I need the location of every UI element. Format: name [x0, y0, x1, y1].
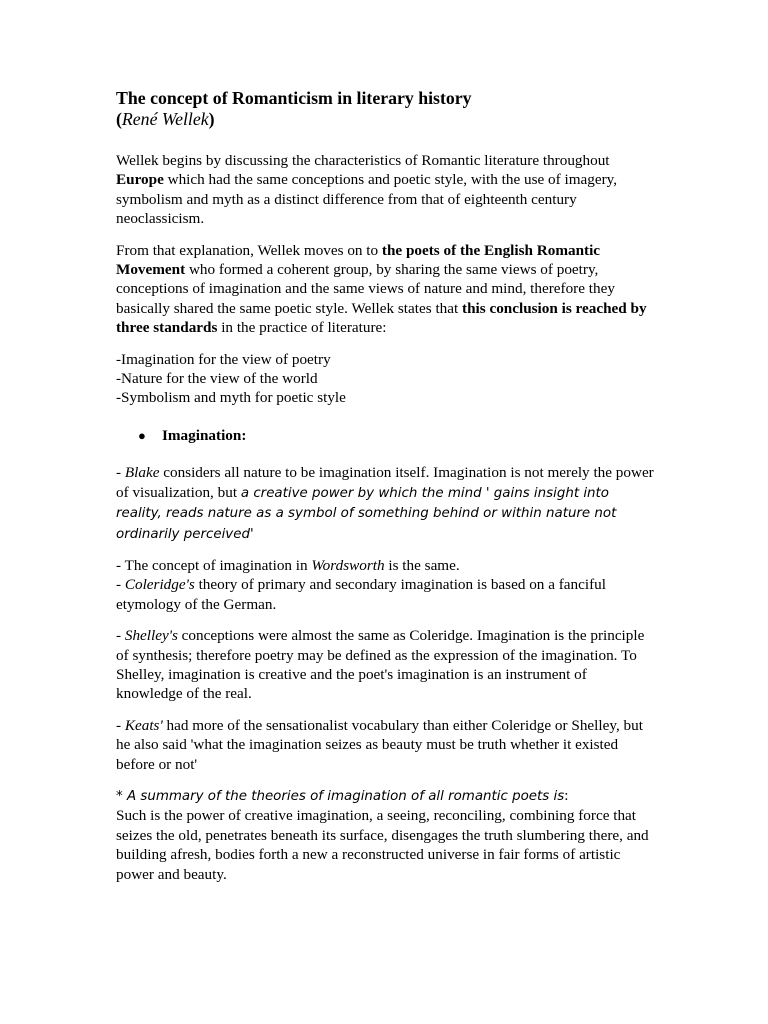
summary-heading [116, 786, 656, 806]
explanation-text-3: in the practice of literature: [217, 319, 387, 337]
bullet-heading: Imagination: [162, 426, 247, 444]
wordsworth-text-2: is the same. [384, 556, 460, 574]
explanation-paragraph [116, 241, 656, 338]
coleridge-name: Coleridge's [124, 576, 195, 594]
coleridge-line [116, 575, 656, 614]
subtitle-close-paren: ) [208, 109, 215, 129]
blake-quote: a creative power by which the mind ' gains insight into reality, reads nature as a symbol of something behind or within nature not ordinarily perceived' [116, 485, 617, 542]
standards-list [116, 350, 656, 408]
summary-heading-text: * A summary of the theories of imagination of all romantic poets is [116, 788, 565, 804]
shelley-text: conceptions were almost the same as Coleridge. Imagination is the principle of synthesis; therefore poetry may be defined as the expression of the imagination. To Shelley, imagination is creative and the poet's imagination is an instrument of knowledge of the real. [116, 627, 645, 703]
keats-paragraph [116, 716, 656, 774]
shelley-name: Shelley's [124, 627, 178, 645]
summary-body: Such is the power of creative imagination, a seeing, reconciling, combining force that seizes the old, penetrates beneath its surface, disengages the truth slumbering there, and building afresh, bodies forth a new a reconstructed universe in fair forms of artistic power and beauty. [116, 807, 649, 883]
intro-paragraph [116, 151, 656, 229]
explanation-bold-1: the poets of the English Romantic Movement [116, 241, 601, 279]
wordsworth-name: Wordsworth [311, 556, 385, 574]
wordsworth-line [116, 556, 656, 575]
blake-paragraph [116, 463, 656, 544]
keats-dash: - [116, 716, 125, 734]
author-name: René Wellek [121, 109, 209, 129]
explanation-text-2: who formed a coherent group, by sharing the same views of poetry, conceptions of imagination and the same views of nature and mind, therefore they basically shared the same poetic style. Wellek states that [116, 261, 615, 317]
standard-item: -Imagination for the view of poetry [116, 350, 331, 368]
document-subtitle [116, 109, 656, 130]
intro-text-2: which had the same conceptions and poetic style, with the use of imagery, symbolism and myth as a distinct difference from that of eighteenth century neoclassicism. [116, 171, 618, 228]
blake-name: Blake [124, 464, 160, 482]
explanation-text-1: From that explanation, Wellek moves on to [116, 241, 382, 259]
standard-item: -Nature for the view of the world [116, 370, 318, 388]
document-title: The concept of Romanticism in literary history [116, 88, 472, 108]
blake-dash: - [116, 464, 125, 482]
keats-name: Keats' [124, 716, 163, 734]
imagination-bullet [116, 426, 656, 445]
coleridge-dash: - [116, 576, 125, 594]
wordsworth-text-1: - The concept of imagination in [116, 556, 312, 574]
bullet-icon: ● [138, 427, 146, 443]
coleridge-text: theory of primary and secondary imagination is based on a fanciful etymology of the German. [116, 576, 606, 613]
subtitle-open-paren: ( [116, 109, 122, 129]
intro-text-1: Wellek begins by discussing the characteristics of Romantic literature throughout [116, 152, 610, 169]
wordsworth-coleridge-paragraph [116, 556, 656, 614]
summary-paragraph [116, 786, 656, 884]
intro-bold: Europe [116, 171, 164, 189]
document-page [116, 88, 656, 896]
shelley-paragraph [116, 626, 656, 704]
standard-item: -Symbolism and myth for poetic style [116, 389, 346, 407]
shelley-dash: - [116, 627, 125, 645]
blake-text: considers all nature to be imagination itself. Imagination is not merely the power of visualization, but [116, 464, 654, 501]
explanation-bold-2: this conclusion is reached by three standards [116, 299, 647, 337]
summary-colon: : [564, 786, 569, 804]
keats-text: had more of the sensationalist vocabulary than either Coleridge or Shelley, but he also said 'what the imagination seizes as beauty must be truth whether it existed before or not' [116, 716, 643, 773]
